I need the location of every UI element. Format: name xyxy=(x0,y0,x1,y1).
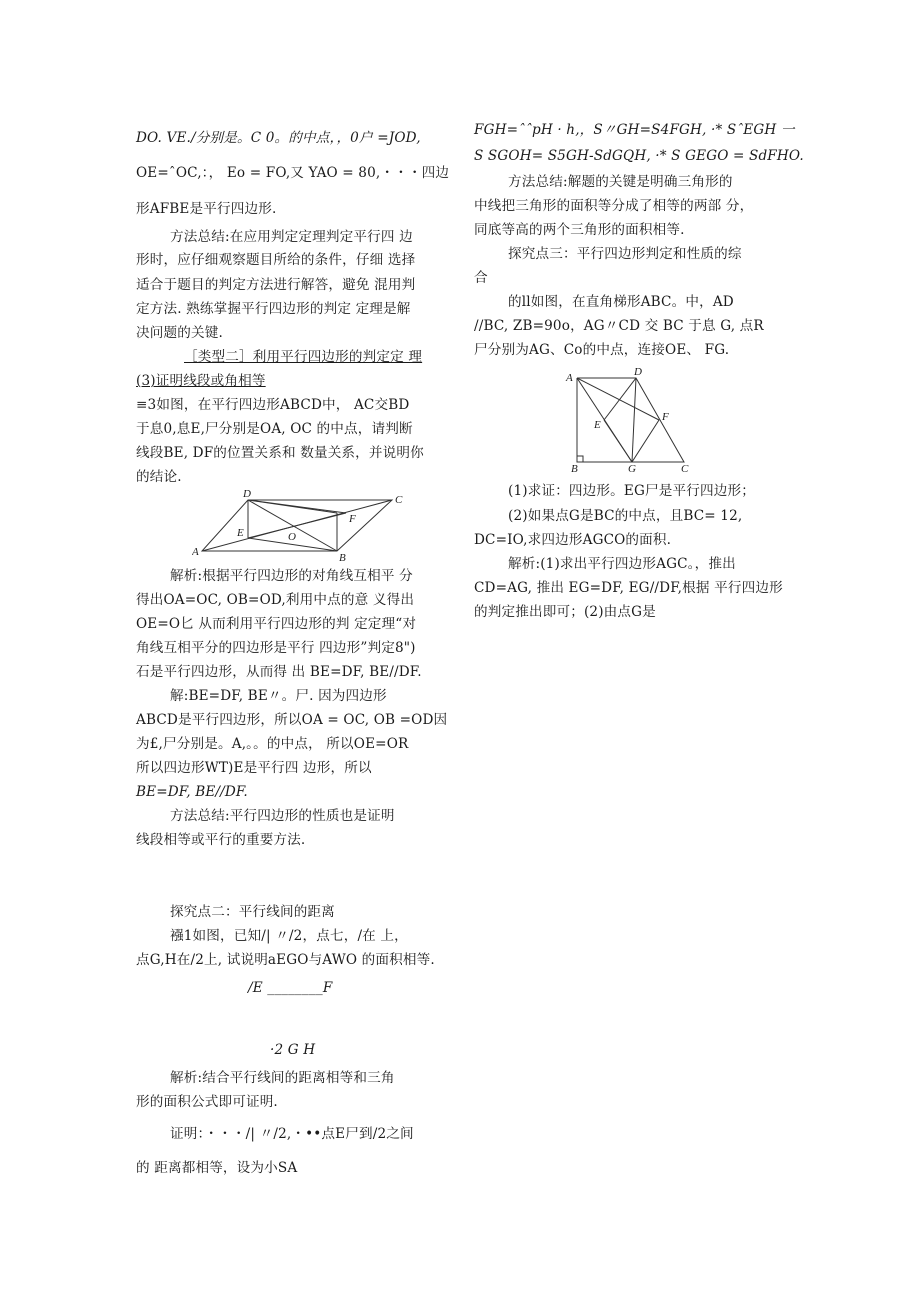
section-heading: 合 xyxy=(474,270,488,286)
text-line: 方法总结:平行四边形的性质也是证明 xyxy=(170,808,395,824)
text-line: DO. VE./分别是。C 0。的中点，，0户 =JOD, xyxy=(136,130,421,146)
label-c: C xyxy=(681,463,689,474)
segment-eg xyxy=(604,420,632,462)
text-line: (1)求证：四边形。EG尸是平行四边形； xyxy=(508,483,755,499)
text-line: ABCD是平行四边形，所以OA = OC, OB =OD因 xyxy=(136,712,448,728)
label-e: E xyxy=(237,527,244,539)
label-o: O xyxy=(288,531,296,543)
label-e: E xyxy=(594,419,601,431)
example-heading: 襁1如图，已知/| 〃/2，点七，/在 上， xyxy=(170,928,408,944)
text-line: 决问题的关键. xyxy=(136,325,223,341)
section-heading: 探究点二：平行线间的距离 xyxy=(170,904,335,920)
figure-line-label: ·2 G H xyxy=(270,1042,316,1058)
trapezoid-figure xyxy=(564,366,694,474)
label-c: C xyxy=(395,494,403,506)
text-line: 同底等高的两个三角形的面积相等. xyxy=(474,222,685,238)
text-line: 点G,H在/2上, 试说明aEGO与AWO 的面积相等. xyxy=(136,952,435,968)
text-line: 形的面积公式即可证明. xyxy=(136,1094,278,1110)
label-f: F xyxy=(349,513,356,525)
figure-line-label: /E ________F xyxy=(248,980,333,996)
text-line: 的 距离都相等，设为小SA xyxy=(136,1160,298,1176)
text-line: 方法总结:在应用判定定理判定平行四 边 xyxy=(170,229,413,245)
text-line: 中线把三角形的面积等分成了相等的两部 分， xyxy=(474,198,754,214)
text-line: 解析:结合平行线间的距离相等和三角 xyxy=(170,1070,395,1086)
text-line: 形时，应仔细观察题目所给的条件，仔细 选择 xyxy=(136,252,416,268)
text-line: OE=O匕 从而利用平行四边形的判 定定理“对 xyxy=(136,616,417,632)
segment-dg xyxy=(632,378,636,462)
right-angle-mark xyxy=(577,456,583,462)
text-line: 的判定推出即可；(2)由点G是 xyxy=(474,604,656,620)
segment-ef xyxy=(248,513,346,538)
text-line: FGH=ˆˆpH · h,，S〃GH=S4FGH, ·* SˆEGH 一 xyxy=(474,122,795,138)
label-a: A xyxy=(566,372,573,384)
label-f: F xyxy=(662,411,669,423)
label-d: D xyxy=(243,488,251,500)
label-g: G xyxy=(628,463,636,474)
text-line: 解析:(1)求出平行四边形AGC。，推出 xyxy=(508,556,736,572)
section-heading: (3)证明线段或角相等 xyxy=(136,373,266,389)
label-d: D xyxy=(634,366,642,378)
segment-af xyxy=(577,378,659,420)
text-line: 形AFBE是平行四边形. xyxy=(136,201,277,217)
text-line: 石是平行四边形，从而得 出 BE=DF, BE//DF. xyxy=(136,664,422,680)
text-line: 线段BE, DF的位置关系和 数量关系，并说明你 xyxy=(136,445,424,461)
section-heading: ［类型二］利用平行四边形的判定定 理 xyxy=(184,349,423,365)
text-line: 尸分别为AG、Co的中点，连接OE、 FG. xyxy=(474,342,730,358)
text-line: CD=AG, 推出 EG=DF, EG//DF,根据 平行四边形 xyxy=(474,580,783,596)
text-line: S SGOH= S5GH-SdGQH, ·* S GEGO = SdFHO. xyxy=(474,148,804,164)
text-line: 适合于题目的判定方法进行解答，避免 混用判 xyxy=(136,277,416,293)
section-heading: 探究点三：平行四边形判定和性质的综 xyxy=(508,246,742,262)
segment-de xyxy=(604,378,636,420)
text-line: 定方法. 熟练掌握平行四边形的判定 定理是解 xyxy=(136,301,411,317)
text-line: 解:BE=DF, BE〃。尸. 因为四边形 xyxy=(170,688,387,704)
text-line: 证明：・・・/| 〃/2,・••点E尸到/2之间 xyxy=(170,1126,414,1142)
text-line: (2)如果点G是BC的中点，且BC= 12, xyxy=(508,508,743,524)
text-line: 于息0,息E,尸分别是OA, OC 的中点，请判断 xyxy=(136,421,413,437)
text-line: 线段相等或平行的重要方法. xyxy=(136,832,306,848)
parallelogram-figure xyxy=(192,488,412,564)
label-a: A xyxy=(192,546,199,558)
example-heading: 的ll如图，在直角梯形ABC。中，AD xyxy=(508,294,734,310)
text-line: 为£,尸分别是。A,。。的中点， 所以OE=OR xyxy=(136,736,409,752)
label-b: B xyxy=(339,552,346,564)
text-line: 角线互相平分的四边形是平行 四边形”判定8") xyxy=(136,640,416,656)
text-line: //BC, ZB=90o，AG〃CD 交 BC 于息 G, 点R xyxy=(474,318,764,334)
text-line: 方法总结:解题的关键是明确三角形的 xyxy=(508,174,733,190)
text-line: DC=IO,求四边形AGCO的面积. xyxy=(474,532,672,548)
text-line: 的结论. xyxy=(136,469,182,485)
text-line: BE=DF, BE//DF. xyxy=(136,784,248,800)
text-line: 得出OA=OC, OB=OD,利用中点的意 义得出 xyxy=(136,592,415,608)
diagonal-bd xyxy=(248,500,337,551)
label-b: B xyxy=(571,463,578,474)
text-line: 所以四边形WT)E是平行四 边形，所以 xyxy=(136,760,372,776)
text-line: 解析:根据平行四边形的对角线互相平 分 xyxy=(170,568,413,584)
segment-gf xyxy=(632,420,659,462)
text-line: OE=ˆOC,：， Eo = FO,又 YAO = 80,・・・四边 xyxy=(136,165,450,181)
example-heading: ≡3如图，在平行四边形ABCD中， AC交BD xyxy=(136,397,410,413)
segment-df-ext xyxy=(248,500,346,513)
